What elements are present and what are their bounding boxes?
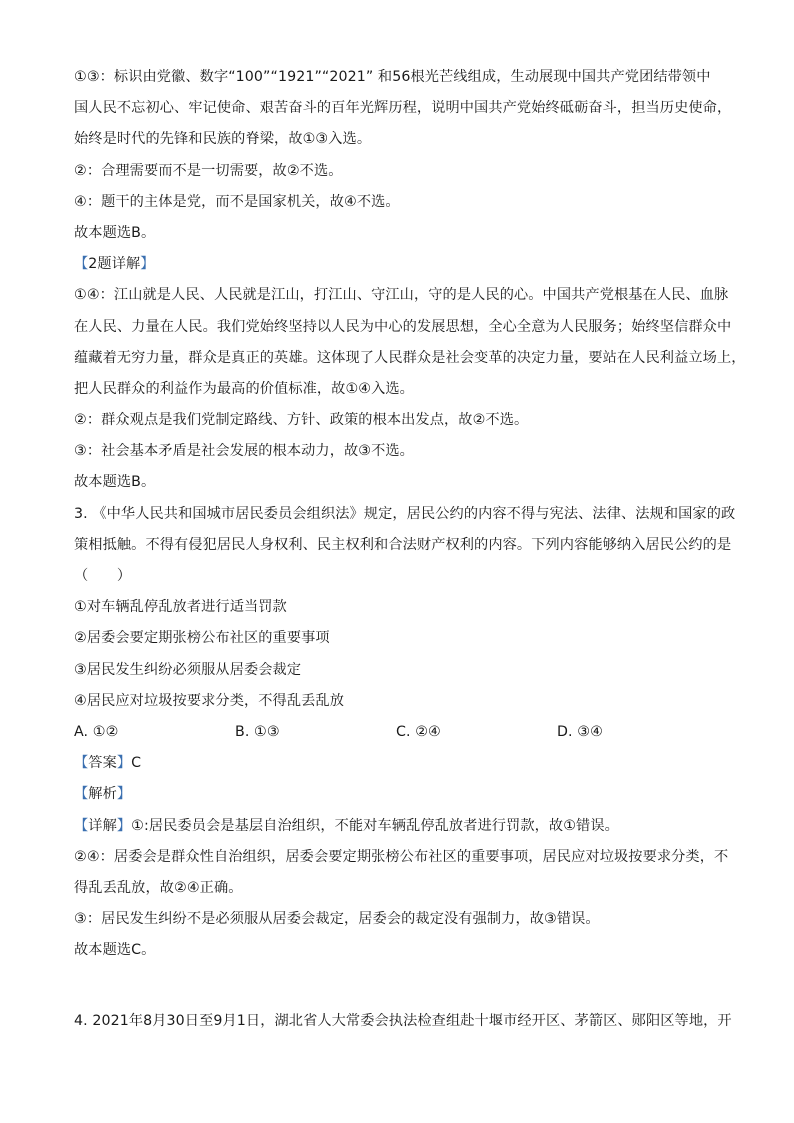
bracket-open: 【	[74, 817, 89, 834]
answer-blank: （ ）	[74, 568, 132, 584]
text-line: ①③：标识由党徽、数字“100”“1921”“2021” 和56根光芒线组成，生动展现中国共产党团结带领中	[74, 69, 711, 85]
statement-4: ④居民应对垃圾按要求分类，不得乱丢乱放	[74, 692, 344, 709]
text-line: ③：社会基本矛盾是社会发展的根本动力，故③不选。	[74, 443, 414, 460]
option-c: C. ②④	[396, 723, 441, 740]
text-line: ②：群众观点是我们党制定路线、方针、政策的根本出发点，故②不选。	[74, 412, 529, 429]
bracket-close: 】	[116, 755, 132, 772]
answer-line	[74, 748, 726, 779]
text-line: 国人民不忘初心、牢记使命、艰苦奋斗的百年光辉历程，说明中国共产党始终砥砺奋斗，担当历史使命，	[74, 100, 732, 117]
option-d: D. ③④	[557, 723, 603, 740]
question-3-stem: 3. 《中华人民共和国城市居民委员会组织法》规定，居民公约的内容不得与宪法、法律、法规和国家的政	[74, 505, 736, 522]
bracket-close: 】	[116, 817, 132, 834]
answer-value: C	[131, 755, 142, 772]
text-line: ③：居民发生纠纷不是必须服从居委会裁定，居委会的裁定没有强制力，故③错误。	[74, 911, 600, 928]
text-line: 故本题选C。	[74, 942, 156, 959]
detail-label: 详解	[88, 817, 117, 834]
bracket-open: 【	[74, 786, 89, 803]
statement-2: ②居委会要定期张榜公布社区的重要事项	[74, 630, 330, 647]
document-page	[74, 62, 746, 1038]
bracket-open: 【	[74, 755, 89, 772]
q2-heading-text: 2题详解	[88, 256, 141, 273]
text-line: 得乱丢乱放，故②④正确。	[74, 879, 243, 896]
bracket-close: 】	[116, 786, 132, 803]
bracket-open: 【	[74, 256, 89, 273]
detail-text: ①:居民委员会是基层自治组织，不能对车辆乱停乱放者进行罚款，故①错误。	[131, 817, 619, 834]
text-line: ②④：居委会是群众性自治组织，居委会要定期张榜公布社区的重要事项，居民应对垃圾按要求分类，不	[74, 848, 729, 865]
detail-line	[74, 811, 726, 842]
text-line: 故本题选B。	[74, 224, 156, 241]
text-line: 故本题选B。	[74, 474, 156, 491]
options-row	[74, 717, 726, 748]
option-b: B. ①③	[235, 723, 280, 740]
question-4-stem: 4. 2021年8月30日至9月1日，湖北省人大常委会执法检查组赴十堰市经开区、茅箭区、郧阳区等地，开	[74, 1013, 732, 1030]
option-a: A. ①②	[74, 723, 119, 740]
statement-1: ①对车辆乱停乱放者进行适当罚款	[74, 599, 287, 616]
text-line: 把人民群众的利益作为最高的价值标准，故①④入选。	[74, 380, 414, 397]
text-line: 策相抵触。不得有侵犯居民人身权利、民主权利和合法财产权利的内容。下列内容能够纳入居民公约的是	[74, 536, 732, 553]
text-line: 蕴藏着无穷力量，群众是真正的英雄。这体现了人民群众是社会变革的决定力量，要站在人民利益立场上，	[74, 349, 746, 366]
statement-3: ③居民发生纠纷必须服从居委会裁定	[74, 661, 302, 678]
q2-heading	[74, 249, 726, 280]
analysis-label: 解析	[88, 786, 117, 803]
analysis-heading	[74, 779, 726, 810]
spacer	[74, 966, 726, 1006]
text-line: ④：题干的主体是党，而不是国家机关，故④不选。	[74, 193, 400, 210]
text-line: 在人民、力量在人民。我们党始终坚持以人民为中心的发展思想，全心全意为人民服务；始终坚信群众中	[74, 318, 732, 335]
text-line: ①④：江山就是人民、人民就是江山，打江山、守江山，守的是人民的心。中国共产党根基在人民、血脉	[74, 287, 729, 304]
answer-label: 答案	[88, 755, 117, 772]
text-line: 始终是时代的先锋和民族的脊梁，故①③入选。	[74, 131, 372, 148]
text-line: ②：合理需要而不是一切需要，故②不选。	[74, 162, 343, 179]
bracket-close: 】	[140, 256, 155, 273]
